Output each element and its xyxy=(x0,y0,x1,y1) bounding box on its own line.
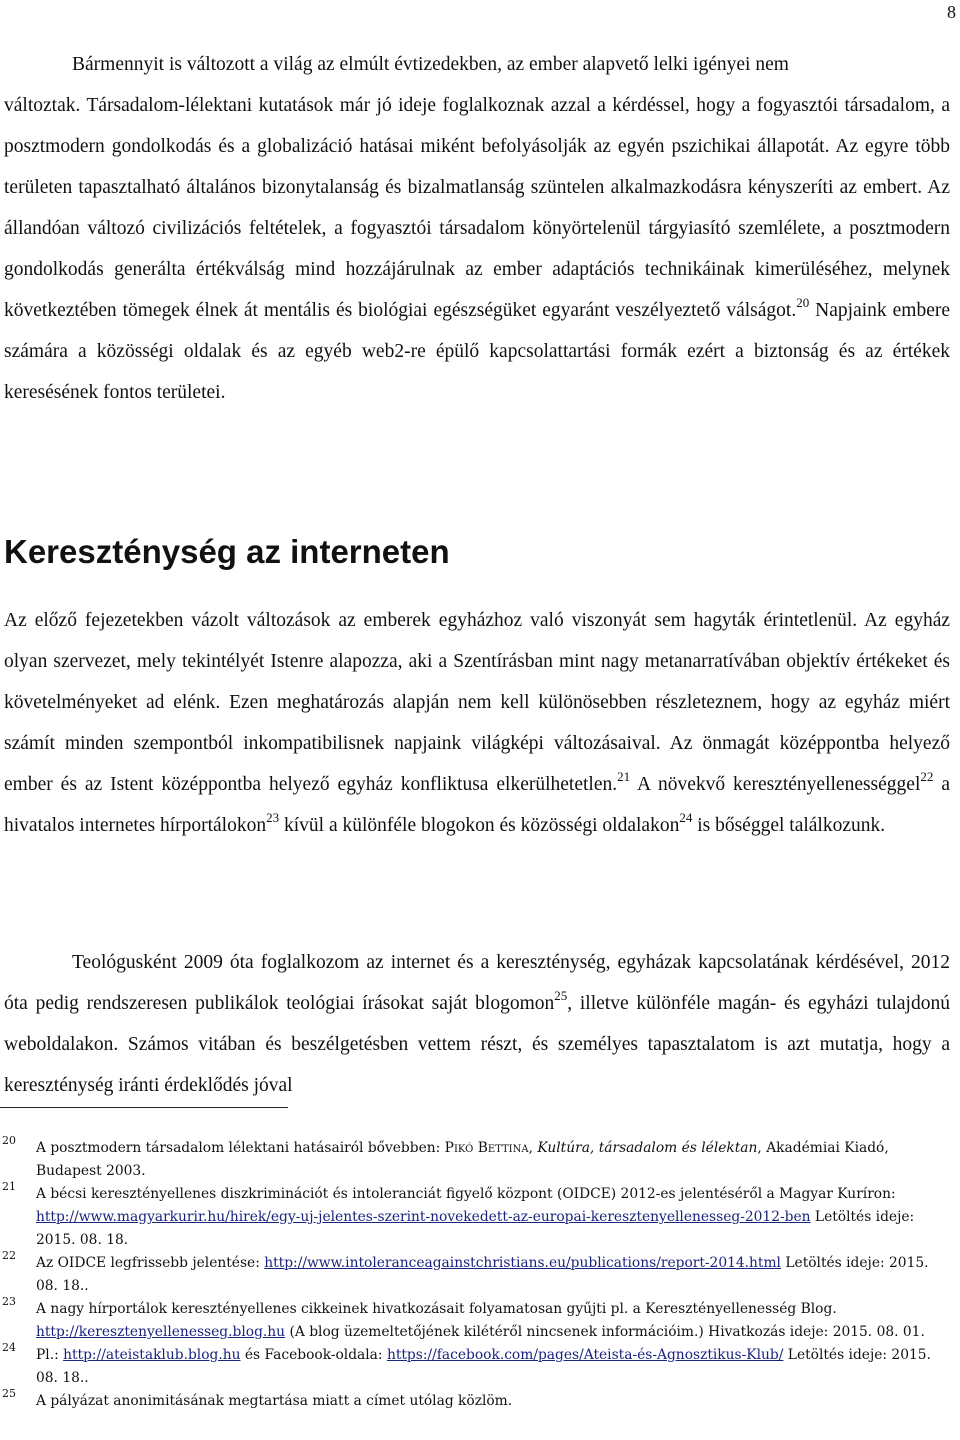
footnote-link[interactable]: http://ateistaklub.blog.hu xyxy=(63,1347,241,1363)
paragraph-theologian-text: Teológusként 2009 óta foglalkozom az internet és a kereszténység, egyházak kapcsolatának kérdésével, 2012 óta pedig rendszeresen publikálok teológiai írásokat saját blogomon xyxy=(4,952,950,1014)
section-heading: Kereszténység az interneten xyxy=(4,533,450,570)
footnote-separator-comma: , xyxy=(528,1140,538,1156)
footnote-separator xyxy=(0,1107,288,1108)
footnote-20 xyxy=(2,1134,954,1183)
footnote-ref-20[interactable]: 20 xyxy=(796,295,810,310)
footnote-ref-24[interactable]: 24 xyxy=(679,810,693,825)
footnote-text: A posztmodern társadalom lélektani hatásairól bővebben: xyxy=(36,1140,445,1156)
footnote-author-first: Pikó xyxy=(444,1140,474,1156)
footnote-ref-25[interactable]: 25 xyxy=(554,988,568,1003)
footnote-ref-23[interactable]: 23 xyxy=(266,810,280,825)
footnote-text-b: , Akadémiai Kiadó, Budapest 2003. xyxy=(36,1140,889,1179)
footnote-22 xyxy=(2,1249,954,1298)
paragraph-church xyxy=(4,600,950,846)
footnote-link-facebook[interactable]: https://facebook.com/pages/Ateista-és-Agnosztikus-Klub/ xyxy=(386,1347,784,1363)
footnote-number: 23 xyxy=(2,1295,16,1308)
paragraph-church-text-e: is bőséggel találkozunk. xyxy=(692,815,886,836)
footnote-24 xyxy=(2,1341,954,1390)
paragraph-church-text-c: a hivatalos internetes hírportálokon xyxy=(4,774,950,836)
footnote-text: A nagy hírportálok keresztényellenes cikkeinek hivatkozásait folyamatosan gyűjti pl. a Keresztényellenesség Blog. xyxy=(36,1301,837,1317)
footnote-number: 22 xyxy=(2,1249,16,1262)
footnote-link[interactable]: http://keresztenyellenesseg.blog.hu xyxy=(36,1324,286,1340)
footnotes xyxy=(2,1134,954,1413)
footnote-author-last: Bettina xyxy=(477,1140,529,1156)
footnote-23 xyxy=(2,1295,954,1344)
paragraph-church-text-b: A növekvő keresztényellenességgel xyxy=(630,774,921,795)
footnote-text-b: Letöltés ideje: 2015. 08. 18. xyxy=(36,1209,915,1248)
footnote-text-b: (A blog üzemeltetőjének kilétéről nincsenek információim.) Hivatkozás ideje: 2015. 08. 01. xyxy=(285,1324,925,1340)
paragraph-church-text: Az előző fejezetekben vázolt változások az emberek egyházhoz való viszonyát sem hagyták érintetlenül. Az egyház olyan szervezet, mely tekintélyét Istenre alapozza, aki a Szentírásban mint nagy metanarratívában objektív értékeket és követelményeket ad elénk. Ezen meghatározás alapján nem kell különösebben részleteznem, hogy az egyház miért számít minden szempontból inkompatibilisnek napjaink világképi változásaival. Az önmagát középpontba helyező ember és az Istent középpontba helyező egyház konfliktusa elkerülhetetlen. xyxy=(4,610,950,795)
footnote-link[interactable]: http://www.intoleranceagainstchristians.eu/publications/report-2014.html xyxy=(264,1255,781,1271)
footnote-text: A bécsi keresztényellenes diszkriminációt és intoleranciát figyelő központ (OIDCE) 2012-es jelentéséről a Magyar Kuríron: xyxy=(36,1186,896,1202)
paragraph-intro-text: változtak. Társadalom-lélektani kutatások már jó ideje foglalkoznak azzal a kérdéssel, hogy a fogyasztói társadalom, a posztmodern gondolkodás és a globalizáció hatásai miként befolyásolják az egyén pszichikai állapotát. Az egyre több területen tapasztalható általános bizonytalanság és bizalmatlanság szüntelen alkalmazkodásra kényszeríti az embert. Az állandóan változó civilizációs feltételek, a fogyasztói társadalom könyörtelenül tárgyiasító szemlélete, a posztmodern gondolkodás generálta értékválság mind hozzájárulnak az ember adaptációs technikáinak kimerüléséhez, melynek következtében tömegek élnek át mentális és biológiai egészségüket egyaránt veszélyeztető válságot. xyxy=(4,95,950,321)
footnote-text-b: és Facebook-oldala: xyxy=(240,1347,387,1363)
footnote-text: A pályázat anonimitásának megtartása miatt a címet utólag közlöm. xyxy=(36,1393,513,1409)
footnote-ref-22[interactable]: 22 xyxy=(920,769,934,784)
paragraph-intro-text-cont: Napjaink embere számára a közösségi oldalak és az egyéb web2-re épülő kapcsolattartási formák ezért a biztonság és az értékek keresésének fontos területei. xyxy=(4,300,951,403)
paragraph-theologian xyxy=(4,942,950,1106)
footnote-link[interactable]: http://www.magyarkurir.hu/hirek/egy-uj-jelentes-szerint-novekedett-az-europai-keresztenyellenesseg-2012-ben xyxy=(36,1209,811,1225)
footnote-25 xyxy=(2,1387,954,1413)
footnote-text: Pl.: xyxy=(36,1347,64,1363)
footnote-number: 24 xyxy=(2,1341,16,1354)
paragraph-theologian-text-b: , illetve különféle magán- és egyházi tulajdonú weboldalakon. Számos vitában és beszélgetésben vettem részt, és személyes tapasztalatom is azt mutatja, hogy a kereszténység iránti érdeklődés jóval xyxy=(4,993,950,1096)
page-number: 8 xyxy=(947,2,956,22)
paragraph-church-text-d: kívül a különféle blogokon és közösségi oldalakon xyxy=(279,815,680,836)
footnote-number: 25 xyxy=(2,1387,16,1400)
footnote-ref-21[interactable]: 21 xyxy=(617,769,631,784)
footnote-text-c: Letöltés ideje: 2015. 08. 18.. xyxy=(36,1347,931,1386)
footnote-text-b: Letöltés ideje: 2015. 08. 18.. xyxy=(36,1255,929,1294)
footnote-21 xyxy=(2,1180,954,1252)
paragraph-intro xyxy=(4,44,950,413)
paragraph-intro-first-line: Bármennyit is változott a világ az elmúlt évtizedekben, az ember alapvető lelki igényei nem xyxy=(72,54,789,75)
footnote-number: 21 xyxy=(2,1180,16,1193)
footnote-book-title: Kultúra, társadalom és lélektan xyxy=(537,1140,758,1156)
footnote-number: 20 xyxy=(2,1134,16,1147)
footnote-text: Az OIDCE legfrissebb jelentése: xyxy=(36,1255,265,1271)
